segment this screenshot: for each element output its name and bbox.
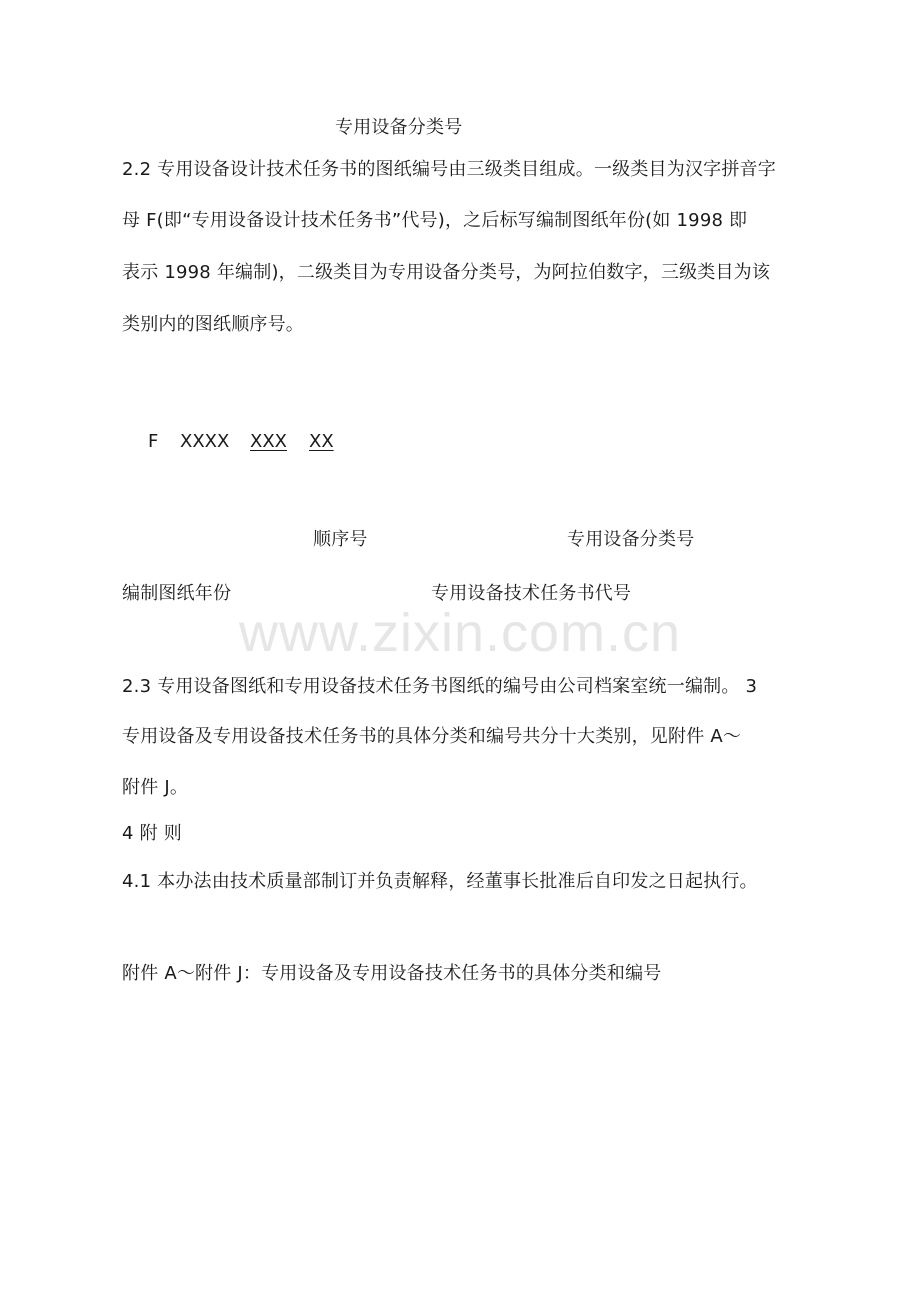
section-2-3-line: 2.3 专用设备图纸和专用设备技术任务书图纸的编号由公司档案室统一编制。 3 [122,676,758,697]
watermark: www.zixin.com.cn [238,603,682,663]
label-category-number: 专用设备分类号 [567,529,695,550]
code-segment-prefix: F [148,431,159,452]
section-2-3-line: 附件 J。 [122,777,189,798]
label-year: 编制图纸年份 [122,583,232,604]
code-segment-category: XXX [250,431,287,452]
section-2-2-line: 2.2 专用设备设计技术任务书的图纸编号由三级类目组成。一级类目为汉字拼音字 [122,159,776,180]
code-segment-sequence: XX [309,431,334,452]
section-2-2-line: 表示 1998 年编制)，二级类目为专用设备分类号，为阿拉伯数字，三级类目为该 [122,262,771,283]
section-2-2-line: 母 F(即“专用设备设计技术任务书”代号)，之后标写编制图纸年份(如 1998 即 [122,210,748,231]
section-2-2-line: 类别内的图纸顺序号。 [122,314,304,335]
label-sequence-number: 顺序号 [313,529,368,550]
label-doc-code: 专用设备技术任务书代号 [431,583,632,604]
appendix-note: 附件 A～附件 J：专用设备及专用设备技术任务书的具体分类和编号 [122,963,662,984]
section-4-heading: 4 附 则 [122,823,182,844]
clause-4-1: 4.1 本办法由技术质量部制订并负责解释，经董事长批准后自印发之日起执行。 [122,871,758,892]
section-2-3-line: 专用设备及专用设备技术任务书的具体分类和编号共分十大类别，见附件 A～ [122,726,742,747]
code-segment-year: XXXX [180,431,230,452]
subheading: 专用设备分类号 [335,117,463,138]
